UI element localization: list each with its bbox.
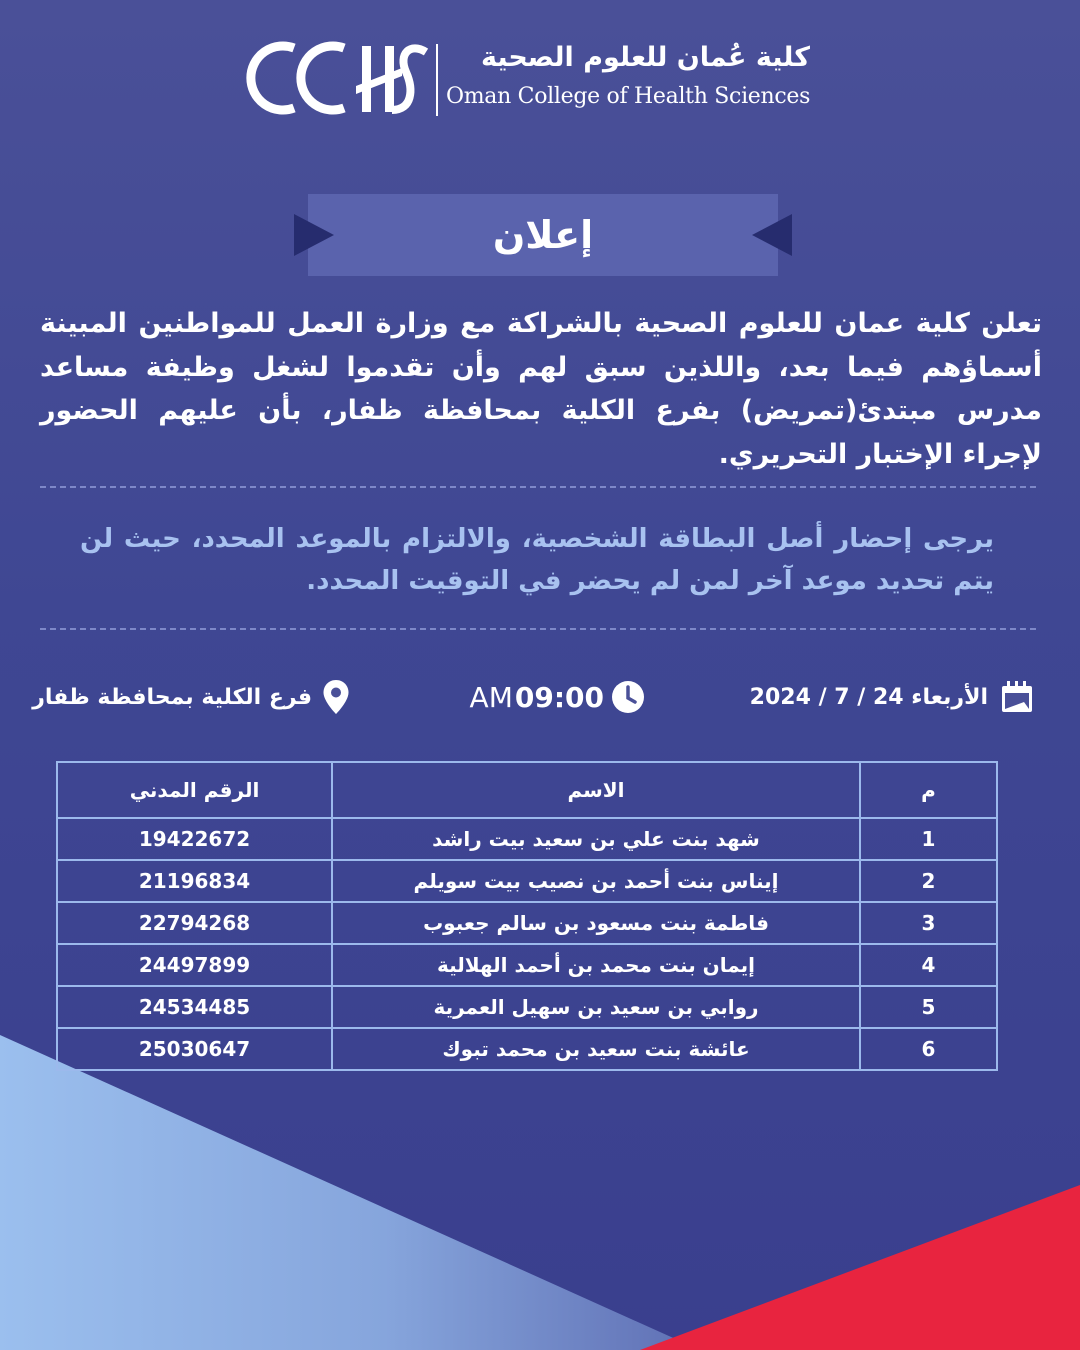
time-suffix: AM [469,680,513,714]
row-number: 2 [860,860,997,902]
instructions-text: يرجى إحضار أصل البطاقة الشخصية، والالتزام بالموعد المحدد، حيث لن يتم تحديد موعد آخر لمن لم يحضر في التوقيت المحدد. [80,524,994,596]
location-text: فرع الكلية بمحافظة ظفار [32,684,312,710]
header-civil-id: الرقم المدني [57,762,332,818]
row-civil-id: 24534485 [57,986,332,1028]
clock-icon [610,679,646,715]
location-pin-icon [322,679,350,715]
dashed-divider [40,628,1036,630]
table-row [57,1028,997,1070]
banner-arrow-left [294,214,334,256]
logo-divider [436,44,438,116]
table-row [57,860,997,902]
row-civil-id: 19422672 [57,818,332,860]
row-name: إيمان بنت محمد بن أحمد الهلالية [332,944,860,986]
candidates-table [56,761,998,1071]
row-civil-id: 21196834 [57,860,332,902]
ochs-monogram-logo [240,36,430,120]
title-banner [308,194,778,276]
row-civil-id: 24497899 [57,944,332,986]
header-name: الاسم [332,762,860,818]
row-name: فاطمة بنت مسعود بن سالم جعبوب [332,902,860,944]
row-name: شهد بنت علي بن سعيد بيت راشد [332,818,860,860]
row-name: إيناس بنت أحمد بن نصيب بيت سويلم [332,860,860,902]
exam-date [750,672,1036,722]
calendar-icon [996,680,1036,714]
logo-arabic-name: كلية عُمان للعلوم الصحية [480,42,810,73]
row-number: 3 [860,902,997,944]
table-header-row [57,762,997,818]
time-value: 09:00 [514,680,604,714]
page-title: إعلان [492,213,594,257]
table-row [57,986,997,1028]
exam-location [32,672,350,722]
banner-arrow-right [752,214,792,256]
date-text: الأربعاء 24 / 7 / 2024 [749,684,988,710]
announcement-text: تعلن كلية عمان للعلوم الصحية بالشراكة مع وزارة العمل للمواطنين المبينة أسماؤهم فيما بعد، واللذين سبق لهم وأن تقدموا لشغل وظيفة مساعد مدرس مبتدئ(تمريض) بفرع الكلية بمحافظة ظفار، بأن عليهم الحضور لإجراء الإختبار التحريري. [40,308,1042,470]
row-number: 6 [860,1028,997,1070]
row-name: عائشة بنت سعيد بن محمد تبوك [332,1028,860,1070]
row-civil-id: 25030647 [57,1028,332,1070]
table-row [57,818,997,860]
header-number: م [860,762,997,818]
logo-english-name: Oman College of Health Sciences [446,84,811,109]
table-row [57,902,997,944]
row-number: 4 [860,944,997,986]
row-number: 1 [860,818,997,860]
table-row [57,944,997,986]
row-civil-id: 22794268 [57,902,332,944]
exam-time [470,672,646,722]
row-name: روابي بن سعيد بن سهيل العمرية [332,986,860,1028]
college-logo [240,36,820,126]
dashed-divider [40,486,1036,488]
row-number: 5 [860,986,997,1028]
